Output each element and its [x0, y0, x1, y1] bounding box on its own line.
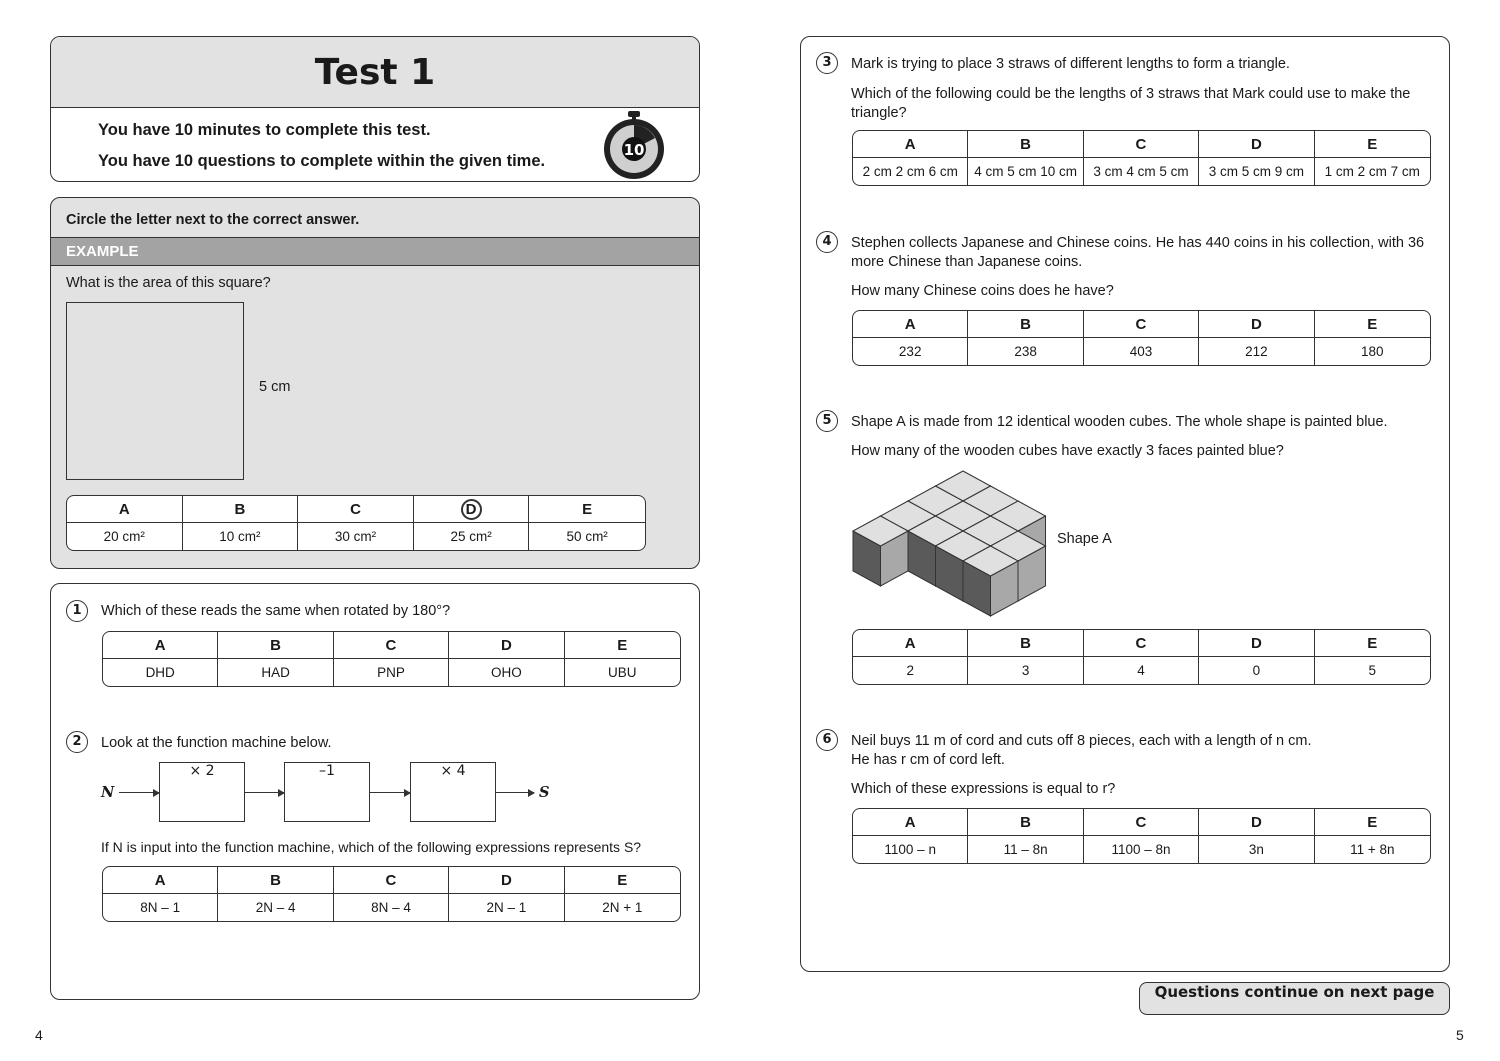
option-value: 3 [968, 657, 1083, 684]
option-letter-e[interactable] [565, 867, 680, 894]
instruction-text: Circle the letter next to the correct answer. [66, 212, 360, 228]
answer-options-table [852, 130, 1431, 186]
option-letter-d[interactable] [1199, 311, 1314, 338]
machine-step: × 4 [410, 762, 496, 822]
option-value: 1100 – n [853, 836, 968, 863]
option-letter: E [1367, 813, 1378, 831]
option-letter-d[interactable] [1199, 809, 1314, 836]
shape-label: Shape A [1057, 531, 1112, 547]
option-letter-e[interactable] [1315, 311, 1430, 338]
option-letter: D [1250, 634, 1262, 652]
question-text: Neil buys 11 m of cord and cuts off 8 pieces, each with a length of n cm. [851, 733, 1312, 749]
option-value: 2N – 4 [218, 894, 333, 921]
option-value: 1 cm 2 cm 7 cm [1324, 164, 1420, 179]
option-letter-c[interactable] [1084, 311, 1199, 338]
option-letter: D [1250, 315, 1262, 333]
option-letter-a[interactable] [103, 867, 218, 894]
option-letter: E [617, 636, 628, 654]
question-text: Stephen collects Japanese and Chinese coins. He has 440 coins in his collection, with 36 more Chinese than Japanese coins. [851, 235, 1425, 270]
option-value: 20 cm² [67, 523, 183, 550]
answer-options-table [66, 495, 646, 551]
option-letter: A [154, 871, 166, 889]
option-letter-b[interactable] [183, 496, 299, 523]
option-value: 11 – 8n [968, 836, 1083, 863]
option-letter-a[interactable] [853, 809, 968, 836]
option-letter: D [1250, 813, 1262, 831]
option-letter-e[interactable] [565, 632, 680, 659]
questions-box-left [50, 583, 700, 1000]
page-title: Test 1 [51, 37, 699, 108]
option-letter: A [904, 813, 916, 831]
option-value: 232 [853, 338, 968, 365]
option-value: OHO [449, 659, 564, 686]
option-value: 2 [853, 657, 968, 684]
question-text: If N is input into the function machine, which of the following expressions represents S? [101, 839, 642, 855]
option-letter-e[interactable] [1315, 630, 1430, 657]
option-letter: C [1135, 315, 1147, 333]
option-value: 3 cm 4 cm 5 cm [1084, 158, 1199, 185]
option-letter-b[interactable] [968, 131, 1083, 158]
option-value: 3 cm 5 cm 9 cm [1199, 158, 1314, 185]
option-letter: B [270, 871, 281, 889]
example-box [50, 197, 700, 569]
option-letter-e[interactable] [1315, 131, 1430, 158]
question-text: Which of these expressions is equal to r? [851, 781, 1116, 797]
option-value: 212 [1199, 338, 1314, 365]
option-letter-c[interactable] [1084, 131, 1199, 158]
question-number: 1 [66, 600, 88, 622]
option-letter: C [350, 500, 361, 518]
option-value: 10 cm² [183, 523, 299, 550]
example-side-label: 5 cm [259, 379, 291, 395]
machine-step: × 2 [159, 762, 245, 822]
option-letter: B [1020, 135, 1031, 153]
option-value: 0 [1199, 657, 1314, 684]
question-text: Shape A is made from 12 identical wooden cubes. The whole shape is painted blue. [851, 414, 1388, 430]
option-letter-b[interactable] [968, 630, 1083, 657]
option-letter-b[interactable] [968, 311, 1083, 338]
option-letter: A [154, 636, 166, 654]
machine-output: S [539, 784, 550, 801]
option-value: PNP [334, 659, 449, 686]
option-letter-b[interactable] [218, 632, 333, 659]
option-letter: E [1367, 634, 1378, 652]
machine-step: –1 [284, 762, 370, 822]
option-letter: E [1367, 135, 1378, 153]
option-letter: B [1020, 813, 1031, 831]
question-text: Which of these reads the same when rotated by 180°? [101, 603, 451, 619]
option-value: 238 [968, 338, 1083, 365]
option-letter-a[interactable] [853, 630, 968, 657]
option-value: 3n [1199, 836, 1314, 863]
option-letter: C [1135, 634, 1147, 652]
option-value: HAD [218, 659, 333, 686]
option-letter-b[interactable] [218, 867, 333, 894]
example-square [66, 302, 244, 480]
question-number: 5 [816, 410, 838, 432]
option-letter: B [1020, 634, 1031, 652]
option-letter: D [461, 499, 482, 520]
intro-time: You have 10 minutes to complete this test. [98, 121, 431, 139]
question-text: Which of the following could be the lengths of 3 straws that Mark could use to make the triangle? [851, 86, 1411, 121]
machine-input: N [101, 784, 115, 801]
option-letter-a[interactable] [103, 632, 218, 659]
example-label: EXAMPLE [66, 243, 139, 260]
option-value: 25 cm² [414, 523, 530, 550]
question-text: Look at the function machine below. [101, 735, 332, 751]
stopwatch-icon [601, 109, 667, 181]
option-value: 180 [1361, 344, 1384, 359]
option-letter-d[interactable] [449, 632, 564, 659]
option-letter-a[interactable] [853, 311, 968, 338]
questions-box-right [800, 36, 1450, 972]
option-letter-b[interactable] [968, 809, 1083, 836]
answer-options-table [852, 310, 1431, 366]
option-value: 2N + 1 [602, 900, 643, 915]
option-letter: C [1135, 813, 1147, 831]
option-letter: E [582, 500, 593, 518]
option-letter-d[interactable] [1199, 630, 1314, 657]
question-text: How many Chinese coins does he have? [851, 283, 1114, 299]
option-letter: D [500, 636, 512, 654]
option-letter: B [1020, 315, 1031, 333]
option-letter-d[interactable] [1199, 131, 1314, 158]
option-letter-a[interactable] [67, 496, 183, 523]
option-letter-e[interactable] [529, 496, 645, 523]
option-letter: B [270, 636, 281, 654]
option-letter: C [385, 871, 397, 889]
option-value: 8N – 4 [334, 894, 449, 921]
question-text: He has r cm of cord left. [851, 752, 1005, 768]
option-letter: B [234, 500, 246, 518]
answer-options-table [852, 808, 1431, 864]
option-letter: E [617, 871, 628, 889]
page-number-right: 5 [1456, 1027, 1464, 1043]
option-letter: A [904, 634, 916, 652]
option-letter-c[interactable] [1084, 809, 1199, 836]
option-value: 4 cm 5 cm 10 cm [968, 158, 1083, 185]
continue-next-page-button[interactable]: Questions continue on next page [1139, 982, 1450, 1015]
option-letter-c[interactable] [298, 496, 414, 523]
option-value: 5 [1368, 663, 1377, 678]
option-value: DHD [103, 659, 218, 686]
option-letter: A [118, 500, 130, 518]
option-value: 8N – 1 [103, 894, 218, 921]
shape-a-cubes-illustration [801, 457, 1051, 627]
question-number: 6 [816, 729, 838, 751]
answer-options-table [102, 631, 681, 687]
option-letter-e[interactable] [1315, 809, 1430, 836]
option-letter-c[interactable] [1084, 630, 1199, 657]
page-number-left: 4 [35, 1027, 43, 1043]
option-letter: D [500, 871, 512, 889]
question-number: 2 [66, 731, 88, 753]
option-value: 2 cm 2 cm 6 cm [853, 158, 968, 185]
question-number: 4 [816, 231, 838, 253]
option-letter: C [1135, 135, 1147, 153]
option-letter: A [904, 315, 916, 333]
option-value: 4 [1084, 657, 1199, 684]
question-text: Mark is trying to place 3 straws of different lengths to form a triangle. [851, 56, 1290, 72]
question-text: How many of the wooden cubes have exactly 3 faces painted blue? [851, 443, 1284, 459]
example-banner [51, 237, 699, 266]
option-value: 403 [1084, 338, 1199, 365]
option-value: 1100 – 8n [1084, 836, 1199, 863]
option-value: 11 + 8n [1350, 842, 1395, 857]
option-letter: A [904, 135, 916, 153]
test-title-box [50, 36, 700, 182]
option-letter-c[interactable] [334, 632, 449, 659]
answer-options-table [102, 866, 681, 922]
timer-label: 10 [623, 141, 645, 159]
option-letter: E [1367, 315, 1378, 333]
example-question: What is the area of this square? [66, 275, 271, 291]
option-value: 50 cm² [566, 529, 608, 544]
option-letter-d[interactable] [449, 867, 564, 894]
option-letter: C [385, 636, 397, 654]
option-letter-a[interactable] [853, 131, 968, 158]
option-value: 30 cm² [298, 523, 414, 550]
option-value: 2N – 1 [449, 894, 564, 921]
question-number: 3 [816, 52, 838, 74]
option-value: UBU [608, 665, 637, 680]
option-letter-d[interactable] [414, 496, 530, 523]
answer-options-table [852, 629, 1431, 685]
option-letter: D [1250, 135, 1262, 153]
intro-questions: You have 10 questions to complete within the given time. [98, 152, 546, 170]
option-letter-c[interactable] [334, 867, 449, 894]
